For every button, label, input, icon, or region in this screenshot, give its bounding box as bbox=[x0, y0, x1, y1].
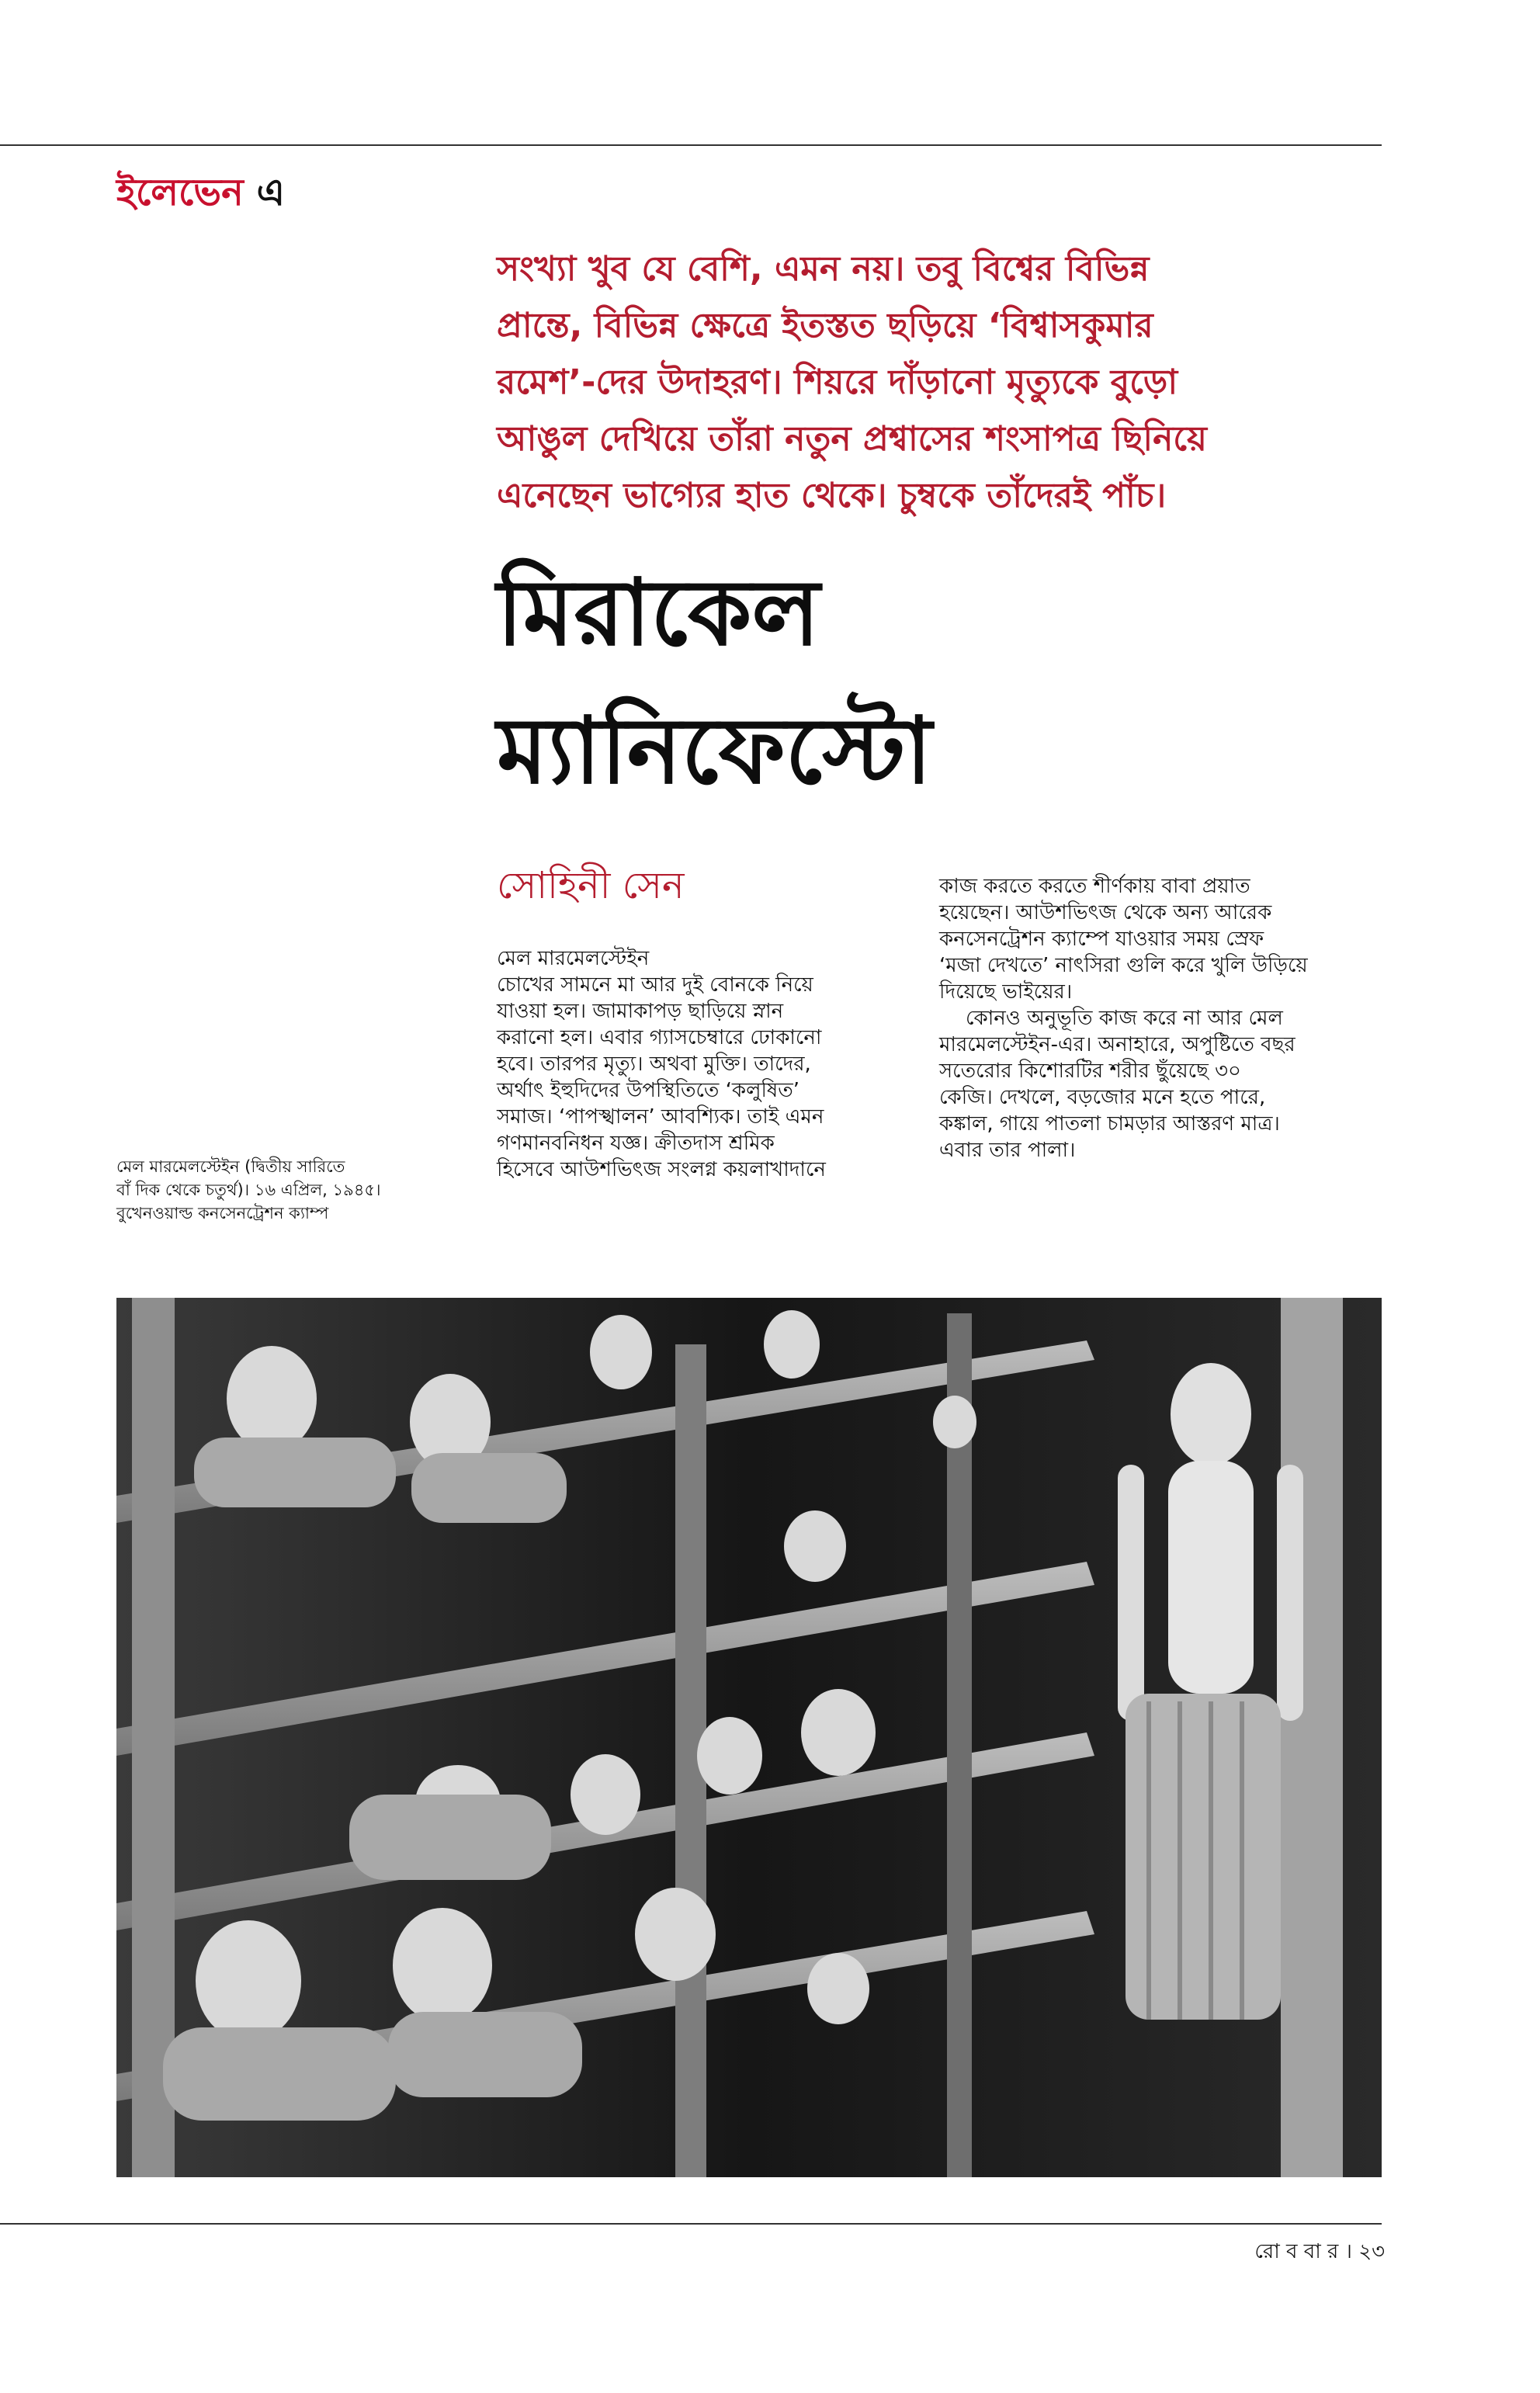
article-column-right bbox=[939, 873, 1382, 1164]
standfirst-line: এনেছেন ভাগ্যের হাত থেকে। চুম্বকে তাঁদেরই পাঁচ। bbox=[497, 476, 1167, 515]
section-label bbox=[116, 165, 285, 226]
body-line: চোখের সামনে মা আর দুই বোনকে নিয়ে bbox=[497, 973, 813, 997]
body-line: এবার তার পালা। bbox=[939, 1139, 1076, 1162]
body-line: অর্থাৎ ইহুদিদের উপস্থিতিতে ‘কলুষিত’ bbox=[497, 1079, 800, 1102]
body-line: যাওয়া হল। জামাকাপড় ছাড়িয়ে স্নান bbox=[497, 1000, 784, 1023]
body-line: হিসেবে আউশভিৎজ সংলগ্ন কয়লাখাদানে bbox=[497, 1158, 826, 1181]
historical-photo bbox=[116, 1298, 1382, 2177]
standfirst-line: প্রান্তে, বিভিন্ন ক্ষেত্রে ইতস্তত ছড়িয়ে ‘বিশ্বাসকুমার bbox=[497, 306, 1153, 345]
standfirst-line: আঙুল দেখিয়ে তাঁরা নতুন প্রশ্বাসের শংসাপত্র ছিনিয়ে bbox=[497, 419, 1207, 459]
body-line: দিয়েছে ভাইয়ের। bbox=[939, 980, 1073, 1004]
caption-line: বুখেনওয়াল্ড কনসেনট্রেশন ক্যাম্প bbox=[116, 1204, 329, 1223]
body-line: করানো হল। এবার গ্যাসচেম্বারে ঢোকানো bbox=[497, 1026, 822, 1049]
bottom-rule bbox=[0, 2223, 1382, 2225]
headline bbox=[497, 543, 1366, 820]
section-label-black: এ bbox=[256, 171, 285, 214]
body-line: সতেরোর কিশোরটির শরীর ছুঁয়েছে ৩০ bbox=[939, 1060, 1241, 1083]
standfirst-line: রমেশ’-দের উদাহরণ। শিয়রে দাঁড়ানো মৃত্যুকে বুড়ো bbox=[497, 362, 1178, 402]
headline-line-1: মিরাকেল bbox=[497, 558, 820, 666]
footer-separator: । bbox=[1344, 2240, 1352, 2263]
caption-line: মেল মারমেলস্টেইন (দ্বিতীয় সারিতে bbox=[116, 1157, 345, 1176]
body-line: গণমানবনিধন যজ্ঞ। ক্রীতদাস শ্রমিক bbox=[497, 1132, 775, 1155]
body-line: হবে। তারপর মৃত্যু। অথবা মুক্তি। তাদের, bbox=[497, 1053, 811, 1076]
body-line: সমাজ। ‘পাপস্খালন’ আবশ্যিক। তাই এমন bbox=[497, 1105, 824, 1129]
section-label-red: ইলেভেন bbox=[116, 171, 244, 214]
page-footer bbox=[1254, 2235, 1385, 2270]
body-line: ‘মজা দেখতে’ নাৎসিরা গুলি করে খুলি উড়িয়ে bbox=[939, 954, 1308, 977]
article-column-left bbox=[497, 945, 916, 1183]
body-line: হয়েছেন। আউশভিৎজ থেকে অন্য আরেক bbox=[939, 901, 1272, 924]
body-line: কোনও অনুভূতি কাজ করে না আর মেল bbox=[966, 1007, 1283, 1030]
byline: সোহিনী সেন bbox=[497, 864, 685, 907]
body-line: কেজি। দেখলে, বড়জোর মনে হতে পারে, bbox=[939, 1086, 1266, 1109]
body-line: মারমেলস্টেইন-এর। অনাহারে, অপুষ্টিতে বছর bbox=[939, 1033, 1295, 1056]
caption-line: বাঁ দিক থেকে চতুর্থ)। ১৬ এপ্রিল, ১৯৪৫। bbox=[116, 1181, 381, 1199]
standfirst-line: সংখ্যা খুব যে বেশি, এমন নয়। তবু বিশ্বের বিভিন্ন bbox=[497, 249, 1150, 289]
standfirst bbox=[497, 241, 1358, 524]
article-subhead: মেল মারমেলস্টেইন bbox=[497, 947, 650, 970]
headline-line-2: ম্যানিফেস্টো bbox=[497, 696, 932, 804]
body-line: কনসেনট্রেশন ক্যাম্পে যাওয়ার সময় স্রেফ bbox=[939, 928, 1264, 951]
top-rule bbox=[0, 144, 1382, 146]
body-line: কাজ করতে করতে শীর্ণকায় বাবা প্রয়াত bbox=[939, 875, 1250, 898]
photo-illustration bbox=[116, 1298, 1382, 2177]
photo-caption bbox=[116, 1155, 458, 1225]
magazine-name: রো ব বা র bbox=[1254, 2240, 1339, 2263]
page-number: ২৩ bbox=[1358, 2240, 1385, 2263]
body-line: কঙ্কাল, গায়ে পাতলা চামড়ার আস্তরণ মাত্র। bbox=[939, 1112, 1280, 1136]
